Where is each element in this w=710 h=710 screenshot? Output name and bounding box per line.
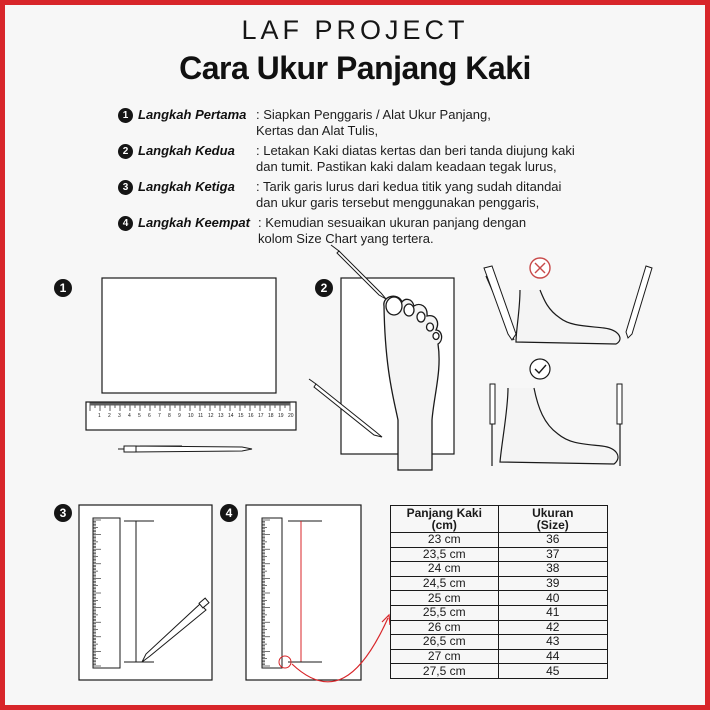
step-number-badge: 1 [118,108,133,123]
ruler-number: 17 [258,413,264,419]
ruler-number: 4 [128,413,131,419]
ruler-number: 13 [218,413,224,419]
cell-length: 26,5 cm [391,635,499,650]
cell-size: 44 [498,649,607,664]
brand-name: LAF PROJECT [241,15,469,45]
cell-size: 39 [498,576,607,591]
table-row [391,649,608,664]
figure-badge-3: 3 [54,504,72,522]
step-label: Langkah Keempat [138,215,250,230]
cell-length: 24 cm [391,562,499,577]
cell-size: 40 [498,591,607,606]
cell-size: 38 [498,562,607,577]
cell-size: 41 [498,605,607,620]
table-row [391,533,608,548]
ruler-icon [86,402,296,430]
cell-size: 43 [498,635,607,650]
cell-size: 36 [498,533,607,548]
step-text: : Siapkan Penggaris / Alat Ukur Panjang, Kertas dan Alat Tulis, [256,107,491,138]
ruler-number: 5 [138,413,141,419]
header-size: Ukuran (Size) [498,506,607,533]
cell-length: 25 cm [391,591,499,606]
table-row [391,620,608,635]
cell-length: 23,5 cm [391,547,499,562]
figure-badge-4: 4 [220,504,238,522]
ruler-vertical-icon [262,518,282,668]
table-row [391,591,608,606]
ruler-number: 20 [288,413,294,419]
table-row [391,562,608,577]
ruler-number: 2 [108,413,111,419]
step-label: Langkah Ketiga [138,179,235,194]
ruler-number: 18 [268,413,274,419]
cell-length: 25,5 cm [391,605,499,620]
cell-size: 42 [498,620,607,635]
ruler-number: 15 [238,413,244,419]
ruler-number: 19 [278,413,284,419]
ruler-number: 16 [248,413,254,419]
step-number-badge: 4 [118,216,133,231]
table-row [391,664,608,679]
step-number-badge: 2 [118,144,133,159]
header-length: Panjang Kaki (cm) [391,506,499,533]
ruler-number: 6 [148,413,151,419]
table-row [391,576,608,591]
ruler-number: 11 [198,413,204,419]
page-title: Cara Ukur Panjang Kaki [179,50,531,86]
step-text: : Tarik garis lurus dari kedua titik yang sudah ditandai dan ukur garis tersebut menggunakan penggaris, [256,179,562,210]
cell-length: 24,5 cm [391,576,499,591]
table-row [391,547,608,562]
cell-size: 37 [498,547,607,562]
table-row [391,635,608,650]
wrong-icon [530,258,550,278]
ruler-number: 7 [158,413,161,419]
step-text: : Kemudian sesuaikan ukuran panjang dengan kolom Size Chart yang tertera. [258,215,527,246]
table-row [391,605,608,620]
step-number-badge: 3 [118,180,133,195]
size-chart-table [390,505,608,679]
figure-badge-1: 1 [54,279,72,297]
paper-sheet [102,278,276,393]
step-label: Langkah Kedua [138,143,235,158]
cell-length: 27 cm [391,649,499,664]
figure-badge-2: 2 [315,279,333,297]
ruler-number: 10 [188,413,194,419]
ruler-number: 9 [178,413,181,419]
ruler-number: 1 [98,413,101,419]
ruler-number: 12 [208,413,214,419]
ruler-number: 3 [118,413,121,419]
table-header-row [391,506,608,533]
ruler-vertical-icon [93,518,120,668]
cell-length: 26 cm [391,620,499,635]
cell-length: 23 cm [391,533,499,548]
foot-side-view-correct-icon [492,388,620,466]
cell-length: 27,5 cm [391,664,499,679]
ruler-number: 8 [168,413,171,419]
cell-size: 45 [498,664,607,679]
correct-icon [530,359,550,379]
pen-icon [118,446,252,452]
ruler-number: 14 [228,413,234,419]
step-label: Langkah Pertama [138,107,247,122]
step-text: : Letakan Kaki diatas kertas dan beri tanda diujung kaki dan tumit. Pastikan kaki dalam keadaan tegak lurus, [256,143,575,174]
